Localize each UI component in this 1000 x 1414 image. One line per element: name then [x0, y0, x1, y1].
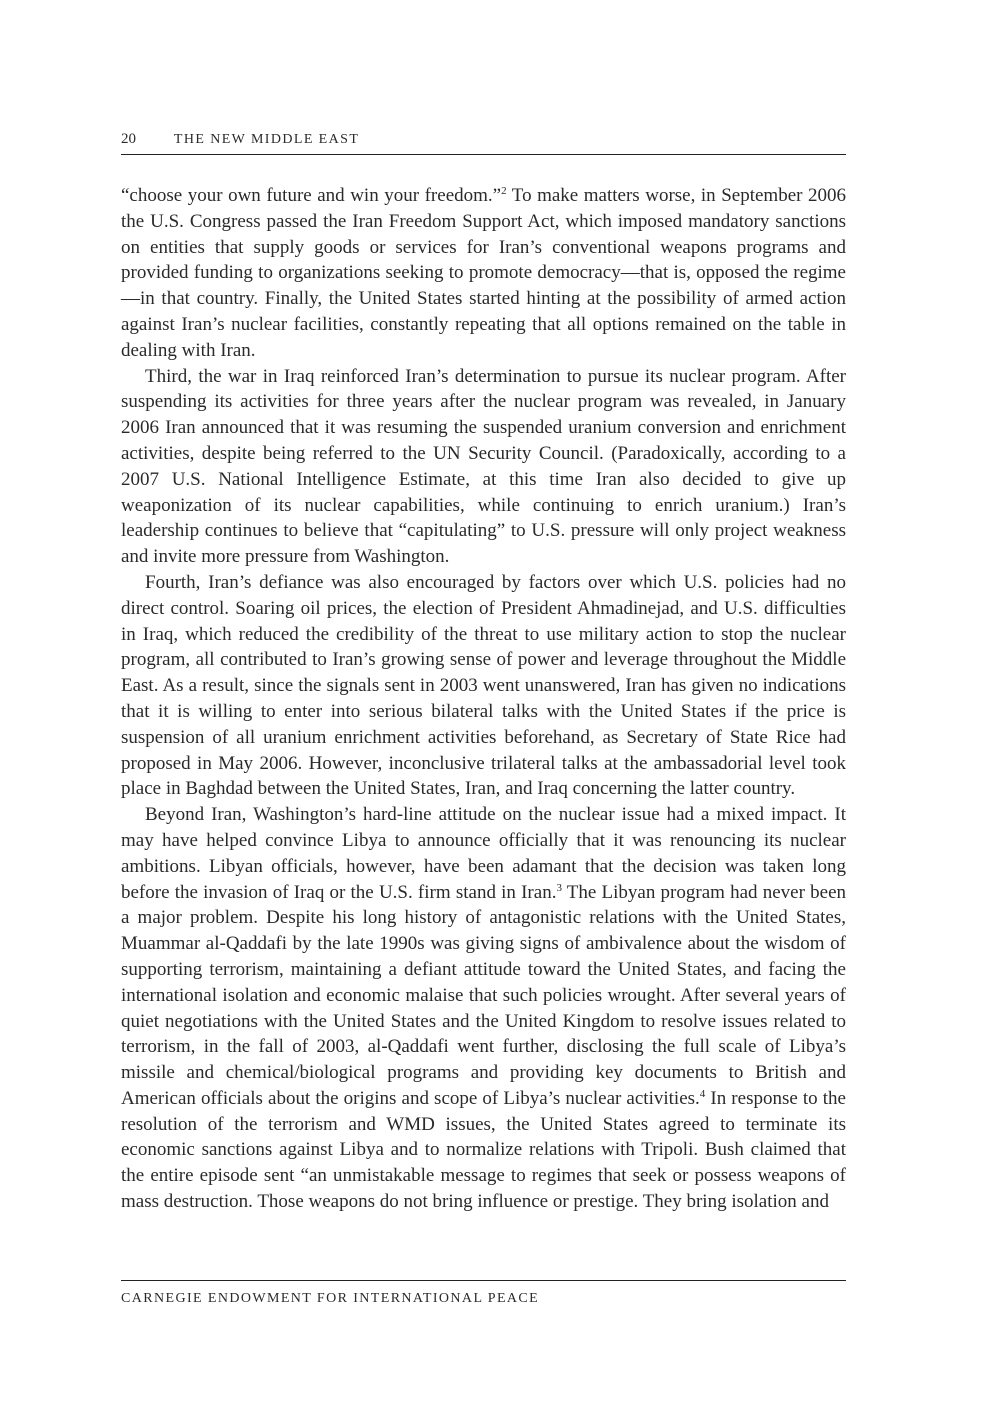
body-text — [121, 183, 846, 1215]
paragraph-text: In response to the resolution of the terrorism and WMD issues, the United States agreed to terminate its economic sanctions against Libya and to normalize relations with Tripoli. Bush claimed that the entire episode sent “an unmistakable message to regimes that seek or possess weapons of mass destruction. Those weapons do not bring influence or prestige. They bring isolation and — [121, 1087, 846, 1213]
footer-rule — [121, 1280, 846, 1281]
paragraph-text: Beyond Iran, Washington’s hard-line attitude on the nuclear issue had a mixed impact. It may have helped convince Libya to announce officially that it was renouncing its nuclear ambitions. Libyan officials, however, have been adamant that the decision was taken long before the invasion of Iraq or the U.S. firm stand in Iran. — [121, 804, 846, 903]
paragraph-text: Fourth, Iran’s defiance was also encouraged by factors over which U.S. policies had no direct control. Soaring oil prices, the election of President Ahmadinejad, and U.S. difficulties in Iraq, which reduced the credibility of the threat to use military action to stop the nuclear program, all contributed to Iran’s growing sense of power and leverage throughout the Middle East. As a result, since the signals sent in 2003 went unanswered, Iran has given no indications that it is willing to enter into serious bilateral talks with the United States if the price is suspension of all uranium enrichment activities beforehand, as Secretary of State Rice had proposed in May 2006. However, inconclusive trilateral talks at the ambassadorial level took place in Baghdad between the United States, Iran, and Iraq concerning the latter country. — [121, 571, 846, 800]
paragraph — [121, 570, 846, 802]
paragraph — [121, 364, 846, 570]
running-title: THE NEW MIDDLE EAST — [173, 132, 360, 147]
header-rule — [121, 154, 846, 155]
page-header — [121, 129, 846, 149]
paragraph — [121, 183, 846, 364]
paragraph-text: “choose your own future and win your freedom.” — [121, 185, 502, 206]
page-footer: CARNEGIE ENDOWMENT FOR INTERNATIONAL PEACE — [121, 1291, 540, 1306]
paragraph-text: To make matters worse, in September 2006 the U.S. Congress passed the Iran Freedom Support Act, which imposed mandatory sanctions on entities that supply goods or services for Iran’s conventional weapons programs and provided funding to organizations seeking to promote democracy—that is, opposed the regime—in that country. Finally, the United States started hinting at the possibility of armed action against Iran’s nuclear facilities, constantly repeating that all options remained on the table in dealing with Iran. — [121, 185, 846, 361]
page-number: 20 — [121, 131, 136, 147]
footnote-marker: 4 — [699, 1087, 706, 1100]
paragraph-text: Third, the war in Iraq reinforced Iran’s determination to pursue its nuclear program. After suspending its activities for three years after the nuclear program was revealed, in January 2006 Iran announced that it was resuming the suspended uranium conversion and enrichment activities, despite being referred to the UN Security Council. (Paradoxically, according to a 2007 U.S. National Intelligence Estimate, at this time Iran also decided to give up weaponization of its nuclear capabilities, while continuing to enrich uranium.) Iran’s leadership continues to believe that “capitulating” to U.S. pressure will only project weakness and invite more pressure from Washington. — [121, 365, 846, 568]
footnote-marker: 3 — [556, 881, 562, 894]
paragraph-text: The Libyan program had never been a major problem. Despite his long history of antagonistic relations with the United States, Muammar al-Qaddafi by the late 1990s was giving signs of ambivalence about the wisdom of supporting terrorism, maintaining a defiant attitude toward the United States, and facing the international isolation and economic malaise that such policies wrought. After several years of quiet negotiations with the United States and the United Kingdom to resolve issues related to terrorism, in the fall of 2003, al-Qaddafi went further, disclosing the full scale of Libya’s missile and chemical/biological programs and providing key documents to British and American officials about the origins and scope of Libya’s nuclear activities. — [121, 881, 847, 1109]
footnote-marker: 2 — [501, 185, 507, 197]
paragraph — [121, 802, 846, 1215]
